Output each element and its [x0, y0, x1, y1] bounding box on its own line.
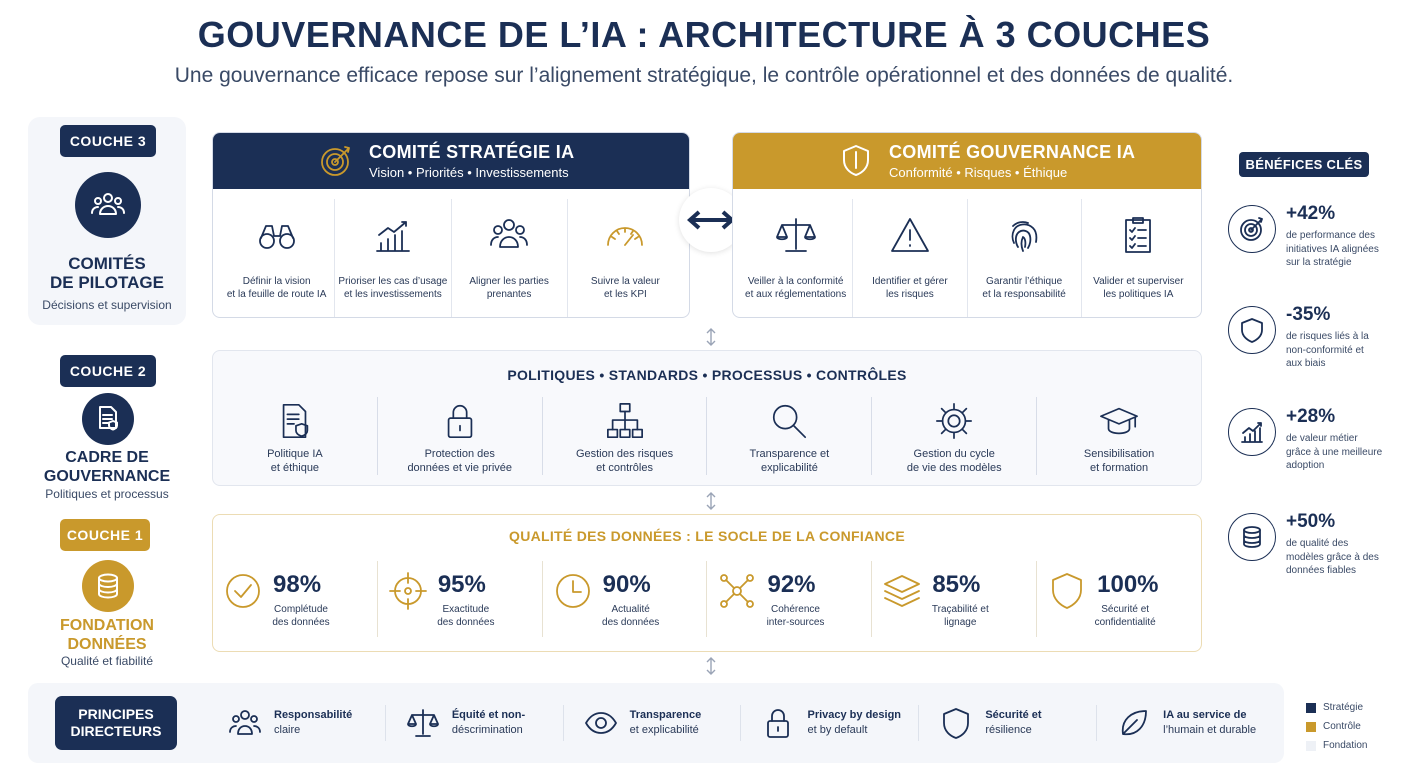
data-quality-card: [212, 514, 1202, 652]
data-metric-completeness: 98% Complétude des données: [213, 561, 378, 637]
gear-icon: [933, 401, 975, 441]
people-icon: [487, 213, 531, 257]
checklist-icon: [1116, 213, 1160, 257]
policy-document-icon: [274, 401, 316, 441]
layer-1-name: FONDATION DONNÉES: [60, 617, 154, 653]
principle-human-centric: IA au service de l’humain et durable: [1097, 705, 1274, 741]
benefit-model-quality: +50% de qualité des modèles grâce à des données fiables: [1228, 513, 1398, 593]
principle-security: Sécurité et résilience: [919, 705, 1097, 741]
database-icon: [1238, 523, 1266, 551]
governance-item-compliance: Veiller à la conformité et aux réglementations: [739, 199, 853, 317]
growth-chart-icon: [1238, 418, 1266, 446]
policy-item-ai-ethics: Politique IA et éthique: [213, 397, 378, 475]
principle-transparency: Transparence et explicabilité: [564, 705, 742, 741]
warning-icon: [888, 213, 932, 257]
magnifier-icon: [768, 401, 810, 441]
benefit-performance: +42% de performance des initiatives IA alignées sur la stratégie: [1228, 205, 1398, 285]
document-shield-icon: [82, 393, 134, 445]
strategy-item-track: Suivre la valeur et les KPI: [568, 199, 683, 317]
scales-icon: [774, 213, 818, 257]
policies-title: POLITIQUES • STANDARDS • PROCESSUS • CONTRÔLES: [507, 367, 907, 383]
eye-icon: [584, 706, 618, 740]
principle-privacy: Privacy by design et by default: [741, 705, 919, 741]
shield-icon: [837, 142, 875, 180]
principles-badge: PRINCIPES DIRECTEURS: [55, 696, 177, 750]
data-metric-security: 100% Sécurité et confidentialité: [1037, 561, 1201, 637]
governance-item-policies: Valider et superviser les politiques IA: [1082, 199, 1195, 317]
data-quality-title: QUALITÉ DES DONNÉES : LE SOCLE DE LA CONFIANCE: [509, 528, 905, 544]
connector-arrow-icon: [705, 491, 717, 511]
policy-item-training: Sensibilisation et formation: [1037, 397, 1201, 475]
layer-3-desc: Décisions et supervision: [42, 298, 172, 312]
page-subtitle: Une gouvernance efficace repose sur l’alignement stratégique, le contrôle opérationnel et des données de qualité.: [174, 64, 1234, 87]
legend-item-control: Contrôle: [1306, 717, 1367, 736]
data-metric-consistency: 92% Cohérence inter-sources: [707, 561, 872, 637]
policy-item-model-lifecycle: Gestion du cycle de vie des modèles: [872, 397, 1037, 475]
shield-icon: [939, 706, 973, 740]
strategy-committee-subtitle: Vision • Priorités • Investissements: [369, 165, 569, 180]
target-icon: [317, 142, 355, 180]
principle-accountability: Responsabilité claire: [208, 705, 386, 741]
governance-committee-header: [733, 133, 1201, 189]
strategy-committee-card: [212, 132, 690, 318]
binoculars-icon: [255, 213, 299, 257]
benefits-badge: BÉNÉFICES CLÉS: [1239, 152, 1369, 177]
strategy-item-align: Aligner les parties prenantes: [452, 199, 568, 317]
governance-committee-card: [732, 132, 1202, 318]
layer-2-badge: COUCHE 2: [60, 355, 156, 387]
layer-1-desc: Qualité et fiabilité: [60, 654, 154, 668]
lock-icon: [439, 401, 481, 441]
strategy-committee-header: [213, 133, 689, 189]
shield-icon: [1238, 316, 1266, 344]
benefit-risk-reduction: -35% de risques liés à la non-conformité et aux biais: [1228, 306, 1398, 386]
fingerprint-icon: [1002, 213, 1046, 257]
strategy-item-vision: Définir la vision et la feuille de route IA: [219, 199, 335, 317]
database-icon: [82, 560, 134, 612]
data-metric-accuracy: 95% Exactitude des données: [378, 561, 543, 637]
lock-icon: [761, 706, 795, 740]
people-icon: [228, 706, 262, 740]
connector-arrow-icon: [705, 656, 717, 676]
policy-item-risk-management: Gestion des risques et contrôles: [543, 397, 708, 475]
governance-framework-card: [212, 350, 1202, 486]
layer-2-desc: Politiques et processus: [45, 487, 169, 501]
governance-committee-title: COMITÉ GOUVERNANCE IA: [889, 142, 1136, 162]
policy-item-privacy: Protection des données et vie privée: [378, 397, 543, 475]
target-icon: [1238, 215, 1266, 243]
bar-chart-icon: [371, 213, 415, 257]
connector-arrow-icon: [705, 327, 717, 347]
benefit-business-value: +28% de valeur métier grâce à une meilleure adoption: [1228, 408, 1398, 488]
team-icon: [75, 172, 141, 238]
legend: [1306, 698, 1367, 755]
hierarchy-icon: [604, 401, 646, 441]
legend-item-strategy: Stratégie: [1306, 698, 1367, 717]
governance-item-risks: Identifier et gérer les risques: [853, 199, 967, 317]
data-metric-traceability: 85% Traçabilité et lignage: [872, 561, 1037, 637]
layer-3-badge: COUCHE 3: [60, 125, 156, 157]
governance-committee-subtitle: Conformité • Risques • Éthique: [889, 165, 1068, 180]
scales-icon: [406, 706, 440, 740]
page-title: GOUVERNANCE DE L’IA : ARCHITECTURE À 3 COUCHES: [197, 14, 1211, 55]
guiding-principles-bar: [28, 683, 1284, 763]
policy-item-transparency: Transparence et explicabilité: [707, 397, 872, 475]
leaf-icon: [1117, 706, 1151, 740]
layer-3-name: COMITÉS DE PILOTAGE: [50, 254, 164, 292]
data-metric-timeliness: 90% Actualité des données: [543, 561, 708, 637]
principle-fairness: Équité et non- déscrimination: [386, 705, 564, 741]
strategy-committee-title: COMITÉ STRATÉGIE IA: [369, 142, 575, 162]
legend-item-foundation: Fondation: [1306, 736, 1367, 755]
gauge-icon: [603, 213, 647, 257]
layer-2-name: CADRE DE GOUVERNANCE: [43, 449, 171, 485]
graduation-cap-icon: [1098, 401, 1140, 441]
layer-1-badge: COUCHE 1: [60, 519, 150, 551]
strategy-item-prioritize: Prioriser les cas d’usage et les investissements: [335, 199, 451, 317]
governance-item-ethics: Garantir l’éthique et la responsabilité: [968, 199, 1082, 317]
